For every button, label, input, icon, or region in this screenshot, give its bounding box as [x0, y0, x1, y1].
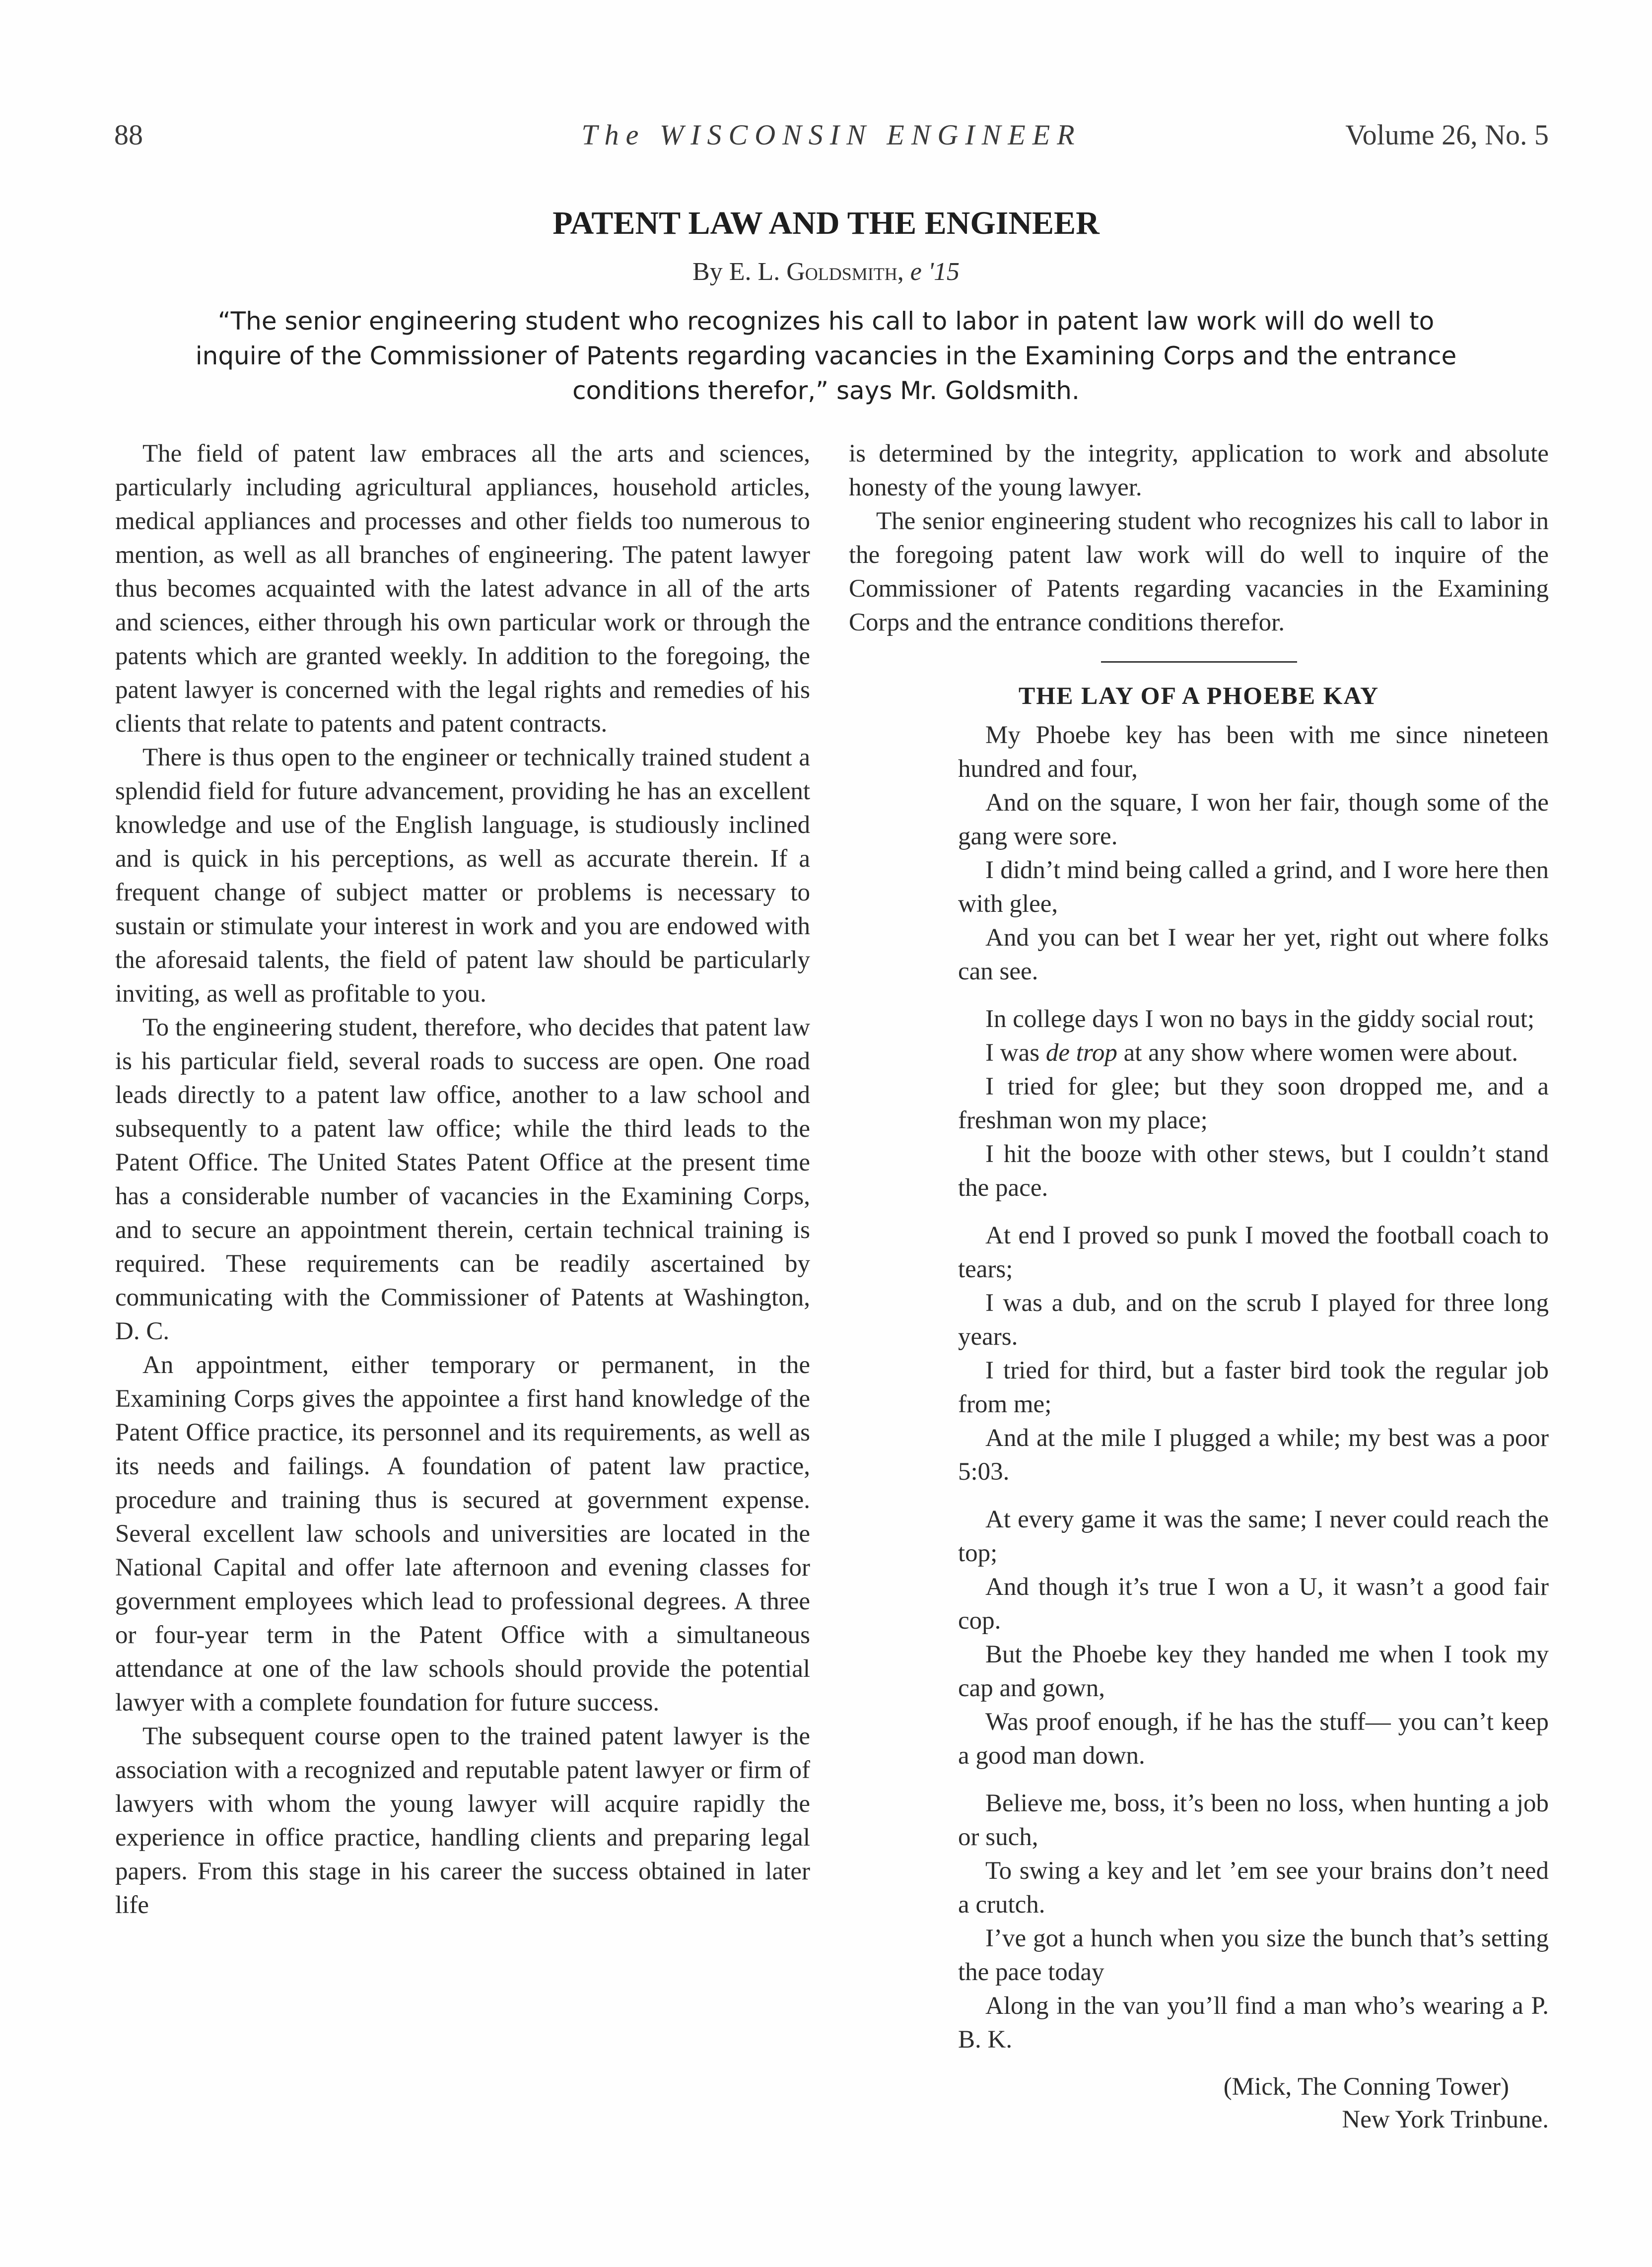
- running-header: [114, 118, 1549, 163]
- poem-line-part: at any show where women were about.: [1117, 1039, 1518, 1067]
- poem-attribution: [849, 2070, 1549, 2136]
- poem-line: And at the mile I plugged a while; my best was a poor 5:03.: [958, 1424, 1549, 1486]
- byline-prefix: By: [692, 258, 723, 286]
- attribution-source: (Mick, The Conning Tower): [1223, 2073, 1509, 2101]
- poem-stanza: [849, 1786, 1549, 2057]
- body-paragraph: There is thus open to the engineer or technically trained student a splendid field for future advancement, providing he has an excellent knowledge and use of the English language, is studiously inclined and is quick in his perceptions, as well as accurate therein. If a frequent change of subject matter or problems is necessary to sustain or stimulate your interest in work and you are endowed with the aforesaid talents, the field of patent law should be particularly inviting, as well as profitable to you.: [115, 744, 810, 1008]
- poem-line-part: I was: [985, 1039, 1046, 1067]
- poem-line: At end I proved so punk I moved the football coach to tears;: [958, 1222, 1549, 1283]
- page-number: 88: [114, 119, 143, 151]
- poem-line: I was a dub, and on the scrub I played for three long years.: [958, 1289, 1549, 1351]
- poem-line: Believe me, boss, it’s been no loss, when hunting a job or such,: [958, 1789, 1549, 1851]
- poem-stanza: [849, 1219, 1549, 1489]
- body-paragraph: The field of patent law embraces all the arts and sciences, particularly including agricultural appliances, household articles, medical appliances and processes and other fields too numerous to mention, as well as all branches of engineering. The patent lawyer thus becomes acquainted with the latest advance in all of the arts and sciences, either through his own particular work or through the patents which are granted weekly. In addition to the foregoing, the patent lawyer is concerned with the legal rights and remedies of his clients that relate to patents and patent contracts.: [115, 440, 810, 738]
- volume-issue: Volume 26, No. 5: [1345, 119, 1549, 151]
- poem-line-italic: de trop: [1045, 1039, 1117, 1067]
- article-title: PATENT LAW AND THE ENGINEER: [552, 205, 1100, 241]
- poem-line: In college days I won no bays in the giddy social rout;: [985, 1005, 1535, 1033]
- body-paragraph: The subsequent course open to the trained patent lawyer is the association with a recognized and reputable patent lawyer or firm of lawyers with whom the young lawyer will acquire rapidly the experience in office practice, handling clients and preparing legal papers. From this stage in his career the success obtained in later life: [115, 1722, 810, 1919]
- right-column: [849, 437, 1549, 2136]
- poem-line: And you can bet I wear her yet, right out where folks can see.: [958, 924, 1549, 985]
- poem-line: Was proof enough, if he has the stuff— you can’t keep a good man down.: [958, 1708, 1549, 1770]
- poem-line: And on the square, I won her fair, though some of the gang were sore.: [958, 789, 1549, 850]
- byline: [0, 257, 1652, 286]
- poem-line: I tried for third, but a faster bird took the regular job from me;: [958, 1357, 1549, 1418]
- poem-title: THE LAY OF A PHOEBE KAY: [1018, 682, 1379, 709]
- poem-line: And though it’s true I won a U, it wasn’t a good fair cop.: [958, 1573, 1549, 1635]
- poem-stanza: [849, 1503, 1549, 1773]
- section-divider: [1101, 661, 1297, 663]
- article-deck: “The senior engineering student who recognizes his call to labor in patent law work will do well to inquire of the Commissioner of Patents regarding vacancies in the Examining Corps and the entrance conditions therefor,” says Mr. Goldsmith.: [195, 307, 1457, 405]
- journal-title: The WISCONSIN ENGINEER: [581, 119, 1082, 151]
- poem-line: At every game it was the same; I never could reach the top;: [958, 1506, 1549, 1567]
- poem-stanza: [849, 1002, 1549, 1205]
- poem-line: Along in the van you’ll find a man who’s wearing a P. B. K.: [958, 1992, 1549, 2054]
- body-paragraph: To the engineering student, therefore, who decides that patent law is his particular field, several roads to success are open. One road leads directly to a patent law office, another to a law school and subsequently to a patent law office; while the third leads to the Patent Office. The United States Patent Office at the present time has a considerable number of vacancies in the Examining Corps, and to secure an appointment therein, certain technical training is required. These requirements can be readily ascertained by communicating with the Commissioner of Patents at Washington, D. C.: [115, 1014, 810, 1345]
- body-paragraph: An appointment, either temporary or permanent, in the Examining Corps gives the appointee a first hand knowledge of the Patent Office practice, its personnel and its requirements, as well as its needs and failings. A foundation of patent law practice, procedure and training thus is secured at government expense. Several excellent law schools and universities are located in the National Capital and offer late afternoon and evening classes for government employees which lead to professional degrees. A three or four-year term in the Patent Office with a simultaneous attendance at one of the law schools should provide the potential lawyer with a complete foundation for future success.: [115, 1351, 810, 1717]
- poem-line: My Phoebe key has been with me since nineteen hundred and four,: [958, 721, 1549, 783]
- author-class: e '15: [910, 258, 960, 286]
- body-paragraph: The senior engineering student who recognizes his call to labor in the foregoing patent law work will do well to inquire of the Commissioner of Patents regarding vacancies in the Examining Corps and the entrance conditions therefor.: [849, 507, 1549, 636]
- poem-line: I hit the booze with other stews, but I couldn’t stand the pace.: [958, 1140, 1549, 1202]
- author-name: E. L. Goldsmith,: [729, 258, 904, 286]
- poem-line: I didn’t mind being called a grind, and I wore here then with glee,: [958, 856, 1549, 918]
- attribution-paper: New York Trinbune.: [1342, 2106, 1549, 2133]
- poem-stanza: [849, 718, 1549, 988]
- poem-line: I tried for glee; but they soon dropped me, and a freshman won my place;: [958, 1073, 1549, 1134]
- poem-line: But the Phoebe key they handed me when I took my cap and gown,: [958, 1641, 1549, 1702]
- body-paragraph-continued: is determined by the integrity, application to work and absolute honesty of the young lawyer.: [849, 440, 1549, 501]
- poem-line: I’ve got a hunch when you size the bunch that’s setting the pace today: [958, 1924, 1549, 1986]
- left-column: [115, 437, 810, 1922]
- poem-line: To swing a key and let ’em see your brains don’t need a crutch.: [958, 1857, 1549, 1919]
- poem-line: [849, 1036, 1549, 1070]
